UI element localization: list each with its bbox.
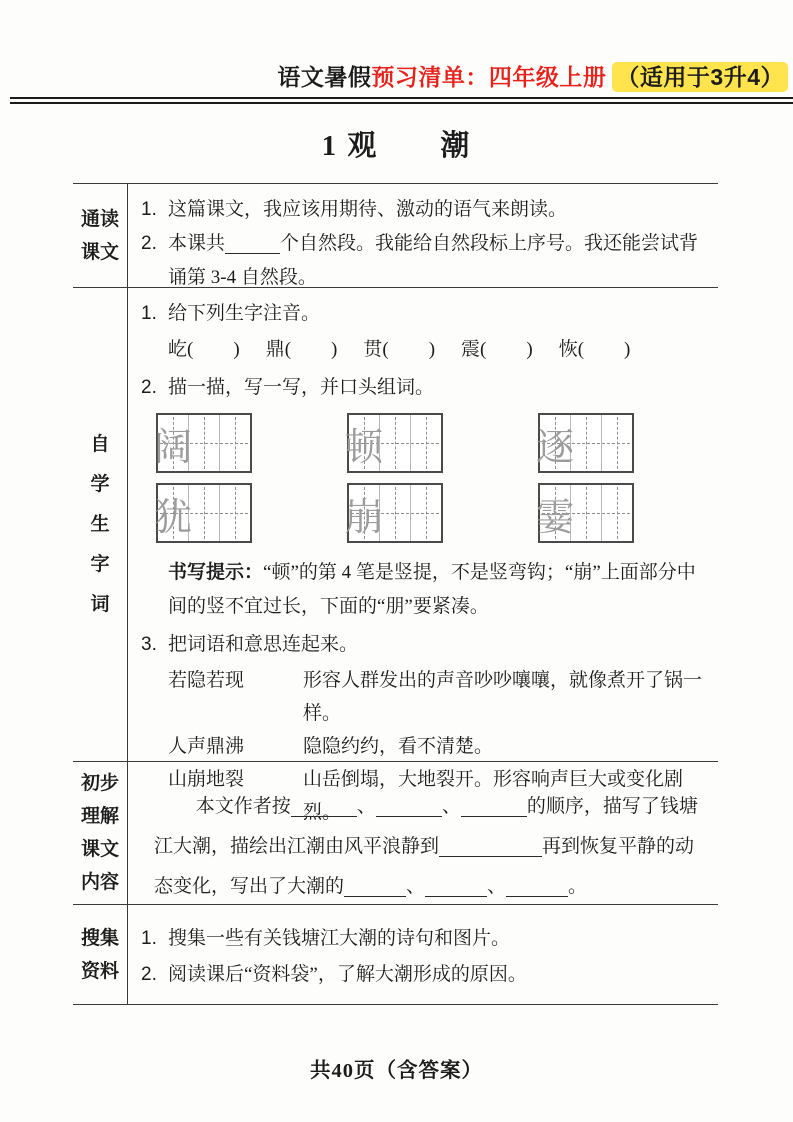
grid-cell [571,415,602,471]
label-line: 生 [90,513,110,535]
row-label-self-study-words [73,288,128,761]
list-item [141,957,710,993]
text-segment: 个自然段。我能给自然段标上序号。我还能尝试背诵第 3-4 自然段。 [168,233,699,288]
grid-cell [380,415,411,471]
grid-model-character: 阔 [154,424,193,469]
grid-cell [189,485,220,541]
grid-cell [154,415,193,471]
header-highlight-badge: （适用于3升4） [612,62,788,92]
match-meaning: 形容人群发出的声音吵吵嚷嚷，就像煮开了锅一样。 [303,670,703,724]
fill-blank-line [225,233,280,254]
text-segment: 本文作者按 [195,796,291,817]
item-text: 把词语和意思连起来。 [168,634,359,655]
paren-close: ) [428,339,436,360]
text-segment: 、 [406,876,426,897]
item-number: 1. [141,928,157,949]
grid-cell [411,485,441,541]
header-double-rule [10,97,793,104]
item-text: 阅读课后“资料袋”，了解大潮形成的原因。 [168,964,527,985]
grid-cell [345,415,384,471]
row-initial-understanding [73,762,718,905]
row-label-collect-materials [73,905,128,1004]
label-line: 搜集 [80,927,119,949]
row-content [128,905,718,1004]
grid-cell [536,415,575,471]
grid-model-character: 犹 [154,494,193,539]
list-item [141,297,710,331]
row-content [128,762,718,904]
item-number: 2. [141,233,157,254]
grid-model-character: 霎 [536,494,575,539]
writing-tip [168,556,710,624]
text-segment: 、 [441,796,461,817]
fill-blank-line [344,876,406,897]
writing-grid-box [538,413,634,473]
paren-close: ) [233,339,240,360]
fill-blank-line [461,796,527,817]
writing-tip-label: 书写提示： [168,562,264,583]
pinyin-blank-group [461,331,533,368]
paren-open: ( [382,339,389,360]
grid-cell [602,415,632,471]
row-read-through [73,184,718,288]
label-line: 通读 [80,208,119,230]
grid-cell [220,485,250,541]
character: 震 [461,339,481,360]
grid-cell [220,415,250,471]
match-row [168,664,710,730]
label-line: 课文 [80,241,119,263]
label-line: 理解 [80,806,119,827]
label-line: 自 [90,433,110,455]
match-word: 若隐若现 [168,670,245,691]
label-line: 学 [90,473,110,495]
item-number: 2. [141,964,157,985]
grid-cell [380,485,411,541]
page-header [277,59,788,92]
worksheet-table [73,183,718,1005]
grid-cell [189,415,220,471]
row-content [128,184,718,287]
list-item [141,371,710,405]
grid-cell [571,485,602,541]
paren-close: ) [331,339,338,360]
label-line: 课文 [80,839,119,860]
writing-grid-box [156,483,252,543]
writing-grid-box [347,483,443,543]
row-collect-materials [73,905,718,1005]
lesson-title: 1 观 潮 [321,130,472,162]
list-item [141,628,710,662]
text-segment: 本课共 [168,233,226,254]
paren-open: ( [284,339,292,360]
paren-open: ( [577,339,585,360]
fill-blank-line [291,796,357,817]
fill-blank-line [439,836,542,857]
item-text: 给下列生字注音。 [168,303,321,324]
writing-grid-box [156,413,252,473]
paren-open: ( [187,339,194,360]
grid-model-character: 逐 [536,424,575,469]
label-line: 词 [90,593,110,615]
character: 鼎 [265,339,285,360]
item-text: 搜集一些有关钱塘江大潮的诗句和图片。 [168,928,511,949]
pinyin-blank-group [168,331,240,368]
grid-cell [536,485,575,541]
paren-close: ) [624,339,631,360]
label-line: 字 [90,553,110,575]
row-label-initial-understanding [73,762,128,904]
writing-grid-row [156,483,710,543]
match-meaning: 山岳倒塌，大地裂开。形容响声巨大或变化剧烈。 [303,769,684,823]
grid-cell [411,415,441,471]
item-text [168,227,710,295]
fill-blank-paragraph [141,771,710,907]
pinyin-blank-group [363,331,435,368]
character: 屹 [168,339,188,360]
text-segment: 的顺序，描写了钱塘江大潮，描绘出江潮由风平浪静到 [154,796,698,857]
header-prefix: 语文暑假 [277,64,372,90]
pinyin-annotation-line [168,331,710,368]
list-item [141,227,710,295]
character: 恢 [558,339,578,360]
list-item [141,193,710,227]
text-segment: 、 [487,876,507,897]
character: 贯 [363,339,383,360]
list-item [141,921,710,957]
item-text: 描一描，写一写，并口头组词。 [168,377,435,398]
text-segment: 、 [356,796,376,817]
item-text: 这篇课文，我应该用期待、激动的语气来朗读。 [168,199,568,220]
pinyin-blank-group [266,331,338,368]
paren-open: ( [480,339,487,360]
match-row [168,730,710,763]
match-word: 山崩地裂 [168,769,245,790]
text-segment: 。 [568,876,588,897]
footer-page-info: 共40页（含答案） [310,1060,483,1082]
text-segment: 再到恢复平静的动态变化，写出了大潮的 [154,836,695,897]
grid-cell [345,485,384,541]
fill-blank-line [376,796,442,817]
pinyin-blank-group [559,331,631,368]
match-word: 人声鼎沸 [168,736,245,757]
row-label-read-through [73,184,128,287]
item-number: 3. [141,634,157,655]
item-number: 2. [141,377,157,398]
fill-blank-line [506,876,568,897]
item-number: 1. [141,199,157,220]
writing-grid-row [156,413,710,473]
grid-model-character: 顿 [345,424,384,469]
writing-tip-text: “顿”的第 4 笔是竖提，不是竖弯钩；“崩”上面部分中间的竖不宜过长，下面的“朋”要紧凑。 [168,562,696,617]
item-number: 1. [141,303,157,324]
header-red-text: 预习清单：四年级上册 [371,64,607,90]
match-meaning: 隐隐约约，看不清楚。 [303,736,494,757]
label-line: 初步 [80,773,119,794]
fill-blank-line [425,876,487,897]
grid-cell [154,485,193,541]
writing-grid-box [538,483,634,543]
label-line: 资料 [80,960,119,982]
grid-model-character: 崩 [345,494,384,539]
paren-close: ) [526,339,533,360]
label-line: 内容 [80,872,119,893]
grid-cell [602,485,632,541]
writing-grid-box [347,413,443,473]
